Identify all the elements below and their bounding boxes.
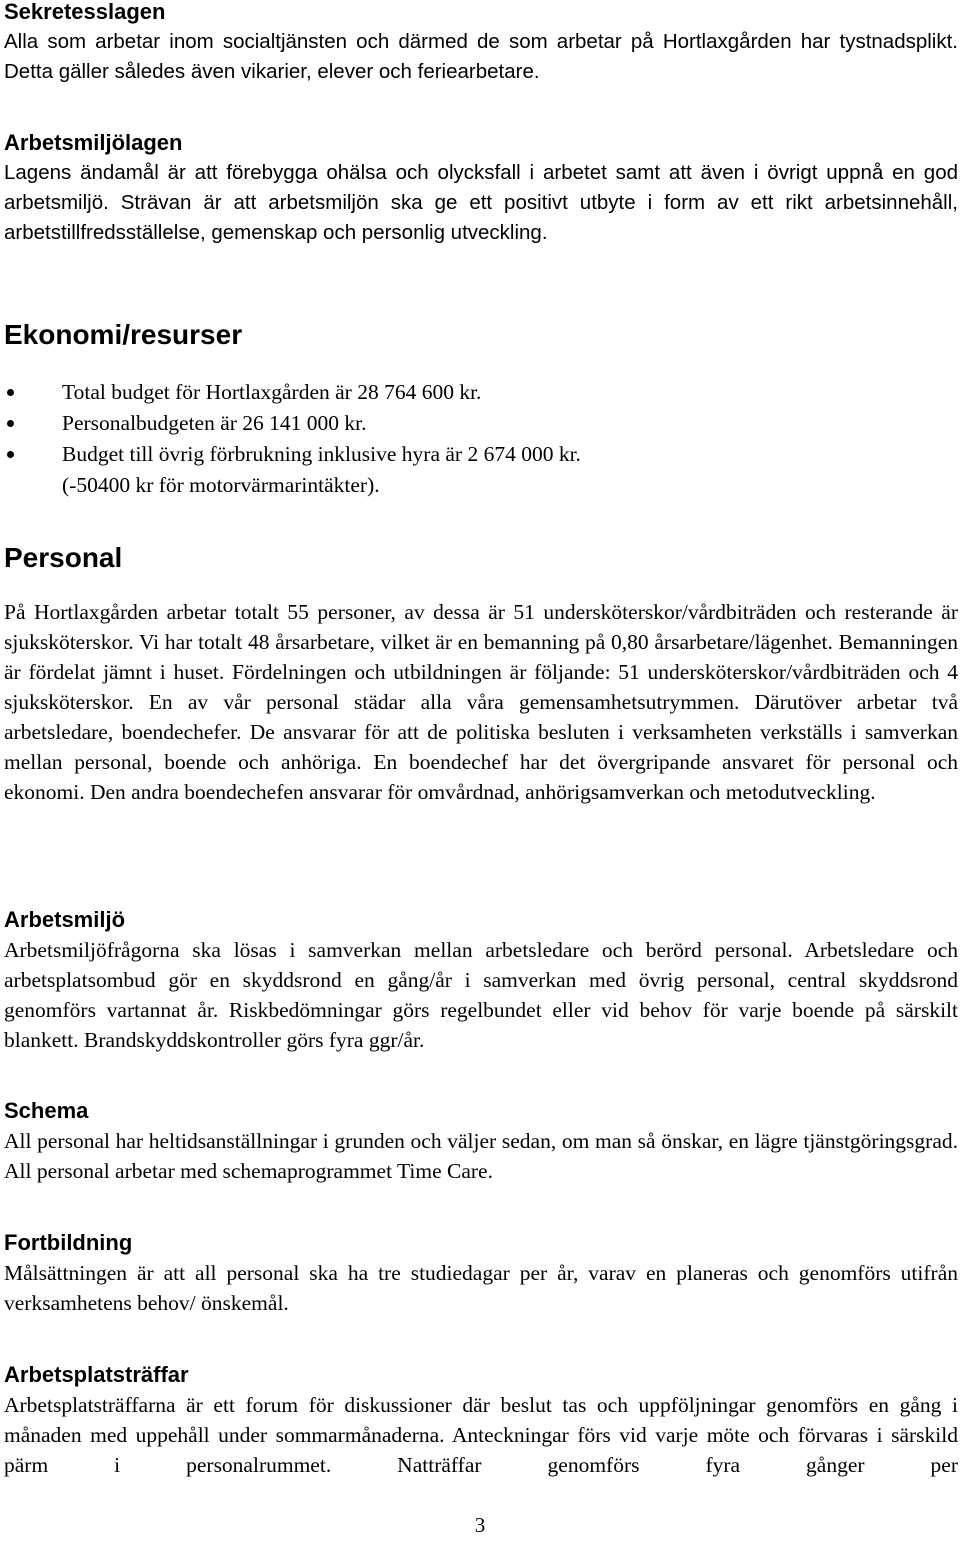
list-item bbox=[4, 377, 958, 408]
heading-schema: Schema bbox=[4, 1098, 89, 1123]
section-personal bbox=[4, 541, 958, 575]
list-item bbox=[4, 408, 958, 439]
heading-arbetsmiljo: Arbetsmiljö bbox=[4, 907, 126, 932]
paragraph-arbetsplatstraffar: Arbetsplatsträffarna är ett forum för diskussioner där beslut tas och uppföljningar genomförs en gång i månaden med uppehåll under sommarmånaderna. Anteckningar förs vid varje möte och förvaras i särskild pärm i personalrummet. Natträffar genomförs fyra gånger per bbox=[4, 1393, 958, 1477]
paragraph-sekretesslagen: Alla som arbetar inom socialtjänsten och därmed de som arbetar på Hortlaxgården har tystnadsplikt. Detta gäller således även vikarier, elever och feriearbetare. bbox=[4, 30, 958, 83]
section-personal-body bbox=[4, 597, 958, 807]
heading-arbetsmiljolagen: Arbetsmiljölagen bbox=[4, 130, 183, 155]
paragraph-personal: På Hortlaxgården arbetar totalt 55 personer, av dessa är 51 undersköterskor/vårdbiträden och resterande är sjuksköterskor. Vi har totalt 48 årsarbetare, vilket är en bemanning på 0,80 årsarbetare/lägenhet. Bemanningen är fördelat jämnt i huset. Fördelningen och utbildningen är följande: 51 undersköterskor/vårdbiträden och 4 sjuksköterskor. En av vår personal städar alla våra gemensamhetsutrymmen. Därutöver arbetar två arbetsledare, boendechefer. De ansvarar för att de politiska besluten i verksamheten verkställs i samverkan mellan personal, boende och anhöriga. En boendechef har det övergripande ansvaret för personal och ekonomi. Den andra boendechefen ansvarar för omvårdnad, anhörigsamverkan och metodutveckling. bbox=[4, 600, 958, 804]
heading-fortbildning: Fortbildning bbox=[4, 1230, 133, 1255]
bullet-icon bbox=[7, 451, 14, 458]
section-schema bbox=[4, 1096, 958, 1186]
heading-arbetsplatstraffar: Arbetsplatsträffar bbox=[4, 1362, 189, 1387]
paragraph-arbetsmiljo: Arbetsmiljöfrågorna ska lösas i samverkan mellan arbetsledare och berörd personal. Arbetsledare och arbetsplatsombud gör en skyddsrond en gång/år i samverkan med övrig personal, central skyddsrond genomförs vartannat år. Riskbedömningar görs regelbundet eller vid behov för varje boende på särskilt blankett. Brandskyddskontroller görs fyra ggr/år. bbox=[4, 938, 958, 1052]
section-arbetsmiljo bbox=[4, 905, 958, 1055]
section-arbetsplatstraffar bbox=[4, 1360, 958, 1480]
section-fortbildning bbox=[4, 1228, 958, 1318]
paragraph-schema: All personal har heltidsanställningar i grunden och väljer sedan, om man så önskar, en lägre tjänstgöringsgrad. All personal arbetar med schemaprogrammet Time Care. bbox=[4, 1129, 958, 1183]
heading-sekretesslagen: Sekretesslagen bbox=[4, 0, 166, 24]
paragraph-fortbildning: Målsättningen är att all personal ska ha tre studiedagar per år, varav en planeras och genomförs utifrån verksamhetens behov/ önskemål. bbox=[4, 1261, 958, 1315]
budget-note: (-50400 kr för motorvärmarintäkter). bbox=[62, 473, 380, 497]
section-sekretesslagen bbox=[4, 0, 958, 87]
paragraph-arbetsmiljolagen: Lagens ändamål är att förebygga ohälsa och olycksfall i arbetet samt att även i övrigt uppnå en god arbetsmiljö. Strävan är att arbetsmiljön ska ge ett positivt utbyte i form av ett rikt arbetsinnehåll, arbetstillfredsställelse, gemenskap och personlig utveckling. bbox=[4, 161, 958, 244]
budget-list bbox=[4, 377, 958, 501]
bullet-icon bbox=[7, 389, 14, 396]
heading-personal: Personal bbox=[4, 542, 123, 573]
section-ekonomi bbox=[4, 318, 958, 352]
budget-item-personal: Personalbudgeten är 26 141 000 kr. bbox=[62, 411, 367, 435]
list-item bbox=[4, 439, 958, 470]
budget-item-total: Total budget för Hortlaxgården är 28 764 600 kr. bbox=[62, 380, 482, 404]
section-arbetsmiljolagen bbox=[4, 128, 958, 248]
page-number: 3 bbox=[474, 1513, 486, 1537]
heading-ekonomi: Ekonomi/resurser bbox=[4, 319, 243, 350]
bullet-icon bbox=[7, 420, 14, 427]
budget-item-ovrig: Budget till övrig förbrukning inklusive hyra är 2 674 000 kr. bbox=[62, 442, 581, 466]
